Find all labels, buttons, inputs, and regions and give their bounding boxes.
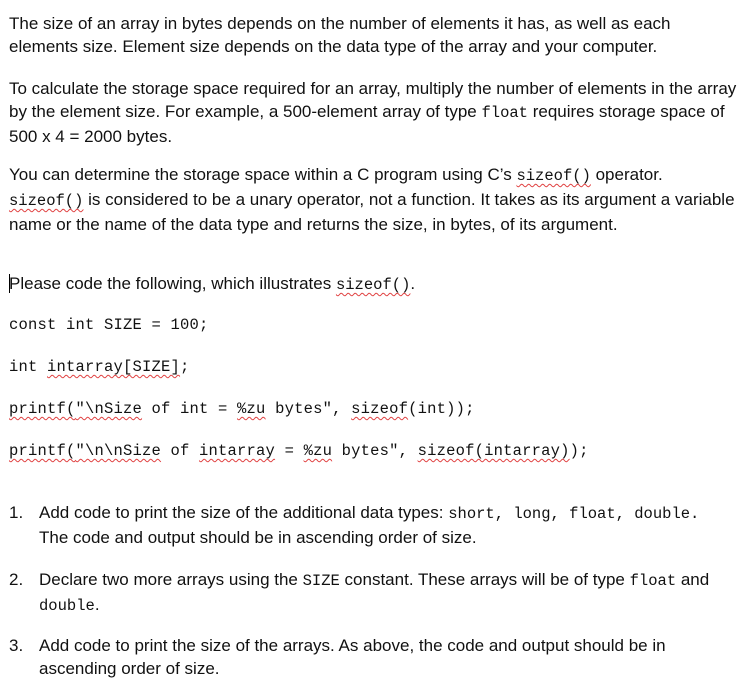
list-item: 2. Declare two more arrays using the SIZE constant. These arrays will be of type float and double. [9,570,710,615]
inline-code-sizeof: sizeof() [516,167,591,185]
inline-code-double: double [39,597,95,615]
list-number: 3. [9,636,24,655]
intro-paragraph: The size of an array in bytes depends on the number of elements it has, as well as each elements size. Element size depends on the data type of the array and your computer. [9,14,671,56]
inline-code-float: float [481,104,528,122]
code-line-const: const int SIZE = 100; [9,316,209,334]
storage-paragraph: To calculate the storage space required for an array, multiply the number of elements in the array by the element size. For example, a 500-element array of type float requires storage space of 500 x 4 = 2000 bytes. [9,79,737,146]
inline-code-sizeof: sizeof() [9,192,84,210]
inline-code-size: SIZE [302,572,340,590]
list-number: 1. [9,503,24,522]
instruction-paragraph: Please code the following, which illustrates sizeof(). [9,274,416,294]
code-line-array-decl: int intarray[SIZE]; [9,358,190,376]
inline-code-sizeof: sizeof() [335,276,411,294]
list-item: 1. Add code to print the size of the additional data types: short, long, float, double. The code and output should be in ascending order of size. [9,503,700,547]
list-number: 2. [9,570,24,589]
inline-code-types: short, long, float, double. [448,505,700,523]
code-line-printf-intarray: printf("\n\nSize of intarray = %zu bytes", sizeof(intarray)); [9,442,589,460]
code-line-printf-int: printf("\nSize of int = %zu bytes", sizeof(int)); [9,400,475,418]
list-item: 3. Add code to print the size of the arrays. As above, the code and output should be in ascending order of size. [9,636,666,678]
inline-code-float: float [629,572,677,590]
sizeof-paragraph: You can determine the storage space within a C program using C’s sizeof() operator. sizeof() is considered to be a unary operator, not a function. It takes as its argument a variable name or the name of the data type and returns the size, in bytes, of its argument. [9,165,735,234]
